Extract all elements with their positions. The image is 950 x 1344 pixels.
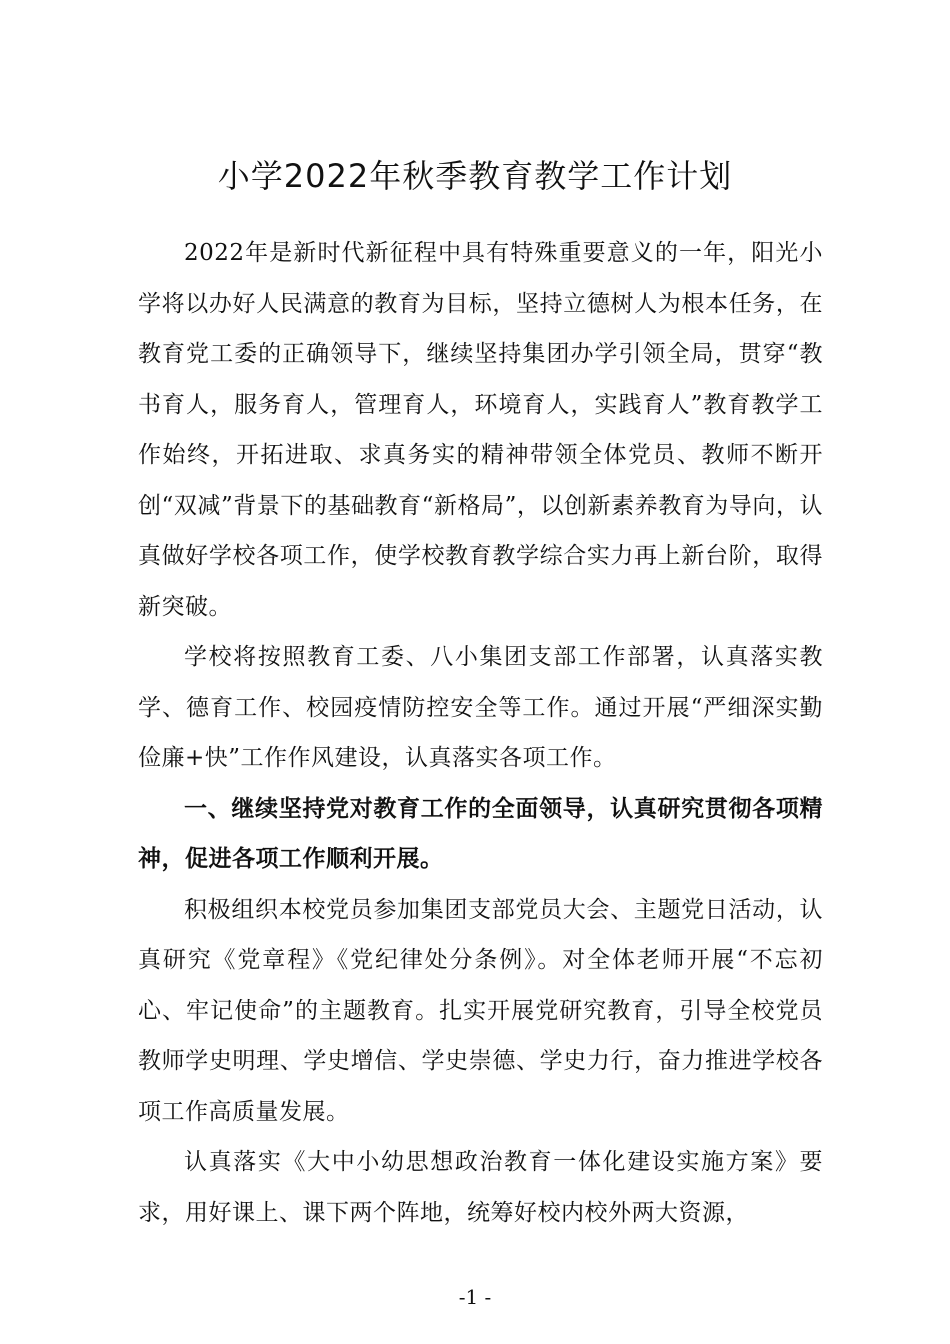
paragraph-ideological-education: 认真落实《大中小幼思想政治教育一体化建设实施方案》要求，用好课上、课下两个阵地，统筹好校内校外两大资源，: [138, 1149, 823, 1226]
paragraph-party-study: 积极组织本校党员参加集团支部党员大会、主题党日活动，认真研究《党章程》《党纪律处分条例》。对全体老师开展“不忘初心、牢记使命”的主题教育。扎实开展党研究教育，引导全校党员教师学史明理、学史增信、学史崇德、学史力行，奋力推进学校各项工作高质量发展。: [138, 896, 823, 1125]
section-heading-1: 一、继续坚持党对教育工作的全面领导，认真研究贯彻各项精神，促进各项工作顺利开展。: [138, 795, 823, 872]
paragraph-intro: 2022年是新时代新征程中具有特殊重要意义的一年，阳光小学将以办好人民满意的教育为目标，坚持立德树人为根本任务，在教育党工委的正确领导下，继续坚持集团办学引领全局，贯穿“教书育人，服务育人，管理育人，环境育人，实践育人”教育教学工作始终，开拓进取、求真务实的精神带领全体党员、教师不断开创“双减”背景下的基础教育“新格局”，以创新素养教育为导向，认真做好学校各项工作，使学校教育教学综合实力再上新台阶，取得新突破。: [138, 240, 823, 620]
document-body: [138, 228, 823, 1238]
paragraph-deployment: 学校将按照教育工委、八小集团支部工作部署，认真落实教学、德育工作、校园疫情防控安全等工作。通过开展“严细深实勤俭廉+快”工作作风建设，认真落实各项工作。: [138, 644, 823, 771]
document-title: 小学2022年秋季教育教学工作计划: [217, 157, 733, 195]
page-number: -1 -: [458, 1285, 492, 1309]
